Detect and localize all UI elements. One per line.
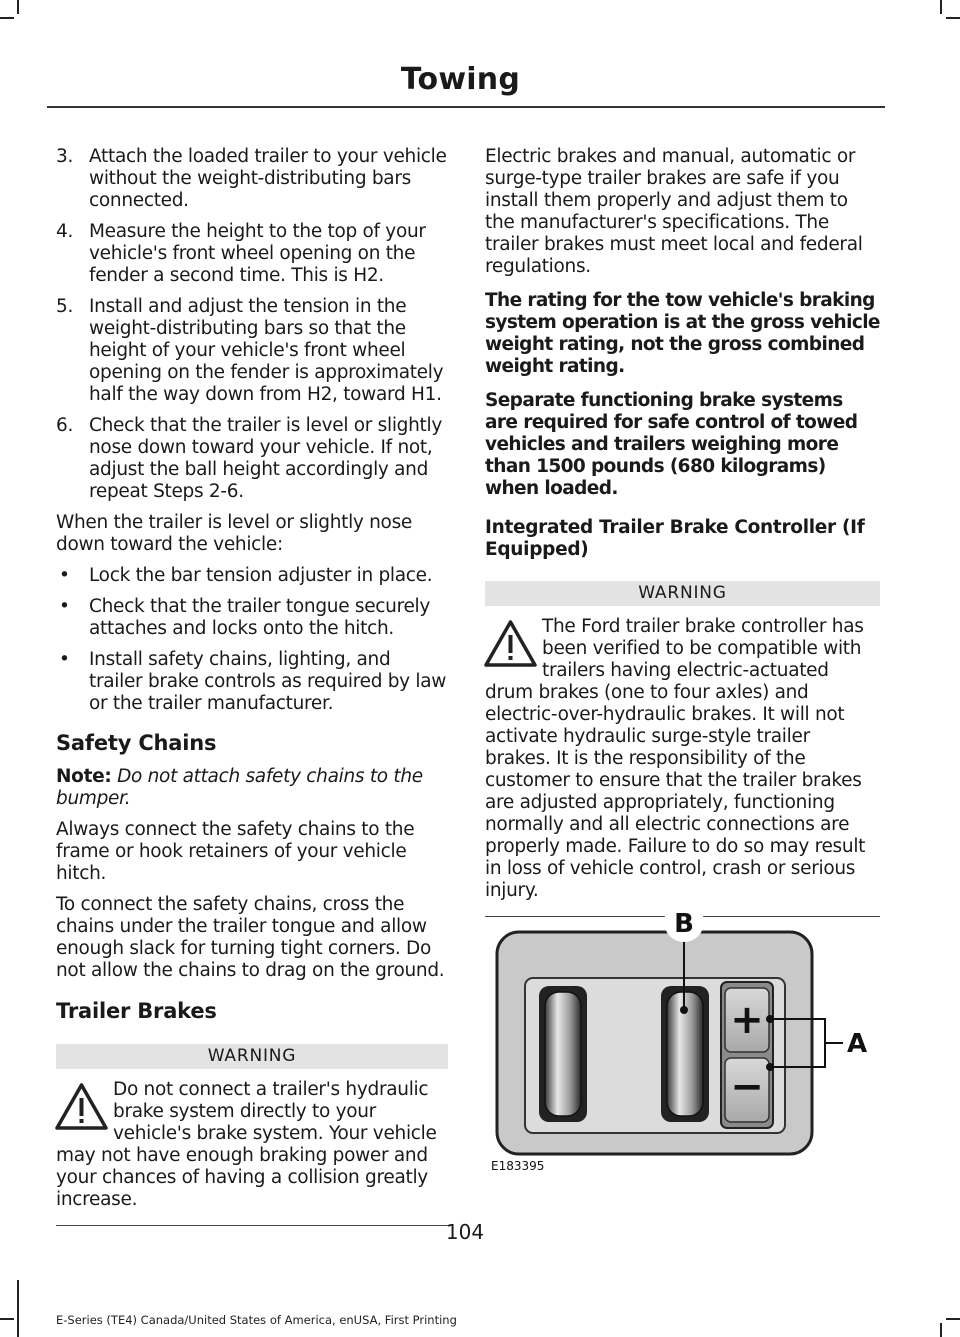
brakes-paragraph: Electric brakes and manual, automatic or surge-type trailer brakes are safe if you install them properly and adjust them to the manufacturer's specifications. The trailer brakes must meet local and federal regulations. [485,146,863,277]
manual-lever-icon [545,992,581,1116]
plus-symbol: + [730,997,764,1043]
warning-triangle-icon [483,618,538,670]
list-item [56,221,448,287]
list-item: • Check that the trailer tongue securely attaches and locks onto the hitch. [56,596,448,640]
left-column [56,146,448,1226]
list-item: • Lock the bar tension adjuster in place. [56,565,448,587]
crop-mark [17,1280,19,1337]
separate-brakes-note: Separate functioning brake systems are required for safe control of towed vehicles and trailers weighing more than 1500 pounds (680 kilograms) when loaded. [485,390,858,499]
step-text: Measure the height to the top of your vehicle's front wheel opening on the fender a second time. This is H2. [89,221,426,286]
braking-rating-note: The rating for the tow vehicle's braking system operation is at the gross vehicle weight rating, not the gross combined weight rating. [485,290,880,377]
warning-bar: WARNING [485,581,880,606]
level-intro: When the trailer is level or slightly nose down toward the vehicle: [56,512,413,555]
step-number: 5. [56,296,74,317]
footer-text: E-Series (TE4) Canada/United States of America, enUSA, First Printing [56,1313,457,1327]
safety-paragraph-2: To connect the safety chains, cross the chains under the trailer tongue and allow enough slack for turning tight corners. Do not allow the chains to drag on the ground. [56,894,445,981]
figure-code: E183395 [491,1159,545,1173]
step-number: 6. [56,415,74,436]
label-a: A [846,1029,868,1059]
crop-mark [17,0,19,14]
header-divider [47,106,885,108]
warning-box [485,616,880,902]
safety-chains-heading: Safety Chains [56,731,217,755]
warning-text: Do not connect a trailer's hydraulic brake system directly to your vehicle's brake system. Your vehicle may not have enough braking power and your chances of having a collision greatly increase. [56,1079,437,1210]
list-item [56,415,448,503]
right-column [485,146,880,917]
warning-triangle-icon [54,1081,109,1133]
trailer-brake-controller-heading: Integrated Trailer Brake Controller (If Equipped) [485,517,865,560]
callout-b-dot [680,1006,688,1014]
step-number: 3. [56,146,74,167]
note-label: Note: [56,766,112,787]
warning-text: The Ford trailer brake controller has been verified to be compatible with trailers having electric-actuated drum brakes (one to four axles) and electric-over-hydraulic brakes. It will not activate hydraulic surge-style trailer brakes. It is the responsibility of the customer to ensure that the trailer brakes are adjusted appropriately, functioning normally and all electric connections are properly made. Failure to do so may result in loss of vehicle control, crash or serious injury. [485,616,866,901]
minus-symbol: − [730,1064,764,1110]
crop-mark [940,1323,942,1337]
step-text: Check that the trailer is level or slightly nose down toward your vehicle. If not, adjust the ball height accordingly and repeat Steps 2-6. [89,415,442,502]
crop-mark [946,1318,960,1320]
note-text: Do not attach safety chains to the bumper. [56,766,423,809]
trailer-brakes-heading: Trailer Brakes [56,999,217,1023]
crop-mark [0,1318,14,1320]
brake-controller-illustration [485,900,880,1180]
crop-mark [0,17,14,19]
safety-paragraph-1: Always connect the safety chains to the frame or hook retainers of your vehicle hitch. [56,819,415,884]
crop-mark [946,17,960,19]
step-text: Install and adjust the tension in the weight-distributing bars so that the height of your vehicle's front wheel opening on the fender is approximately half the way down from H2, toward H1. [89,296,444,405]
list-item [56,146,448,212]
page-number: 104 [445,1220,485,1244]
warning-bar: WARNING [56,1044,448,1069]
step-number: 4. [56,221,74,242]
list-item [56,296,448,406]
steps-list [56,146,448,503]
page-title: Towing [400,62,520,97]
list-item: • Install safety chains, lighting, and trailer brake controls as required by law or the trailer manufacturer. [56,649,448,715]
step-text: Attach the loaded trailer to your vehicle without the weight-distributing bars connected. [89,146,447,211]
warning-box [56,1079,448,1211]
crop-mark [940,0,942,14]
label-b: B [674,909,694,939]
bullet-list [56,565,448,715]
note [56,766,448,810]
